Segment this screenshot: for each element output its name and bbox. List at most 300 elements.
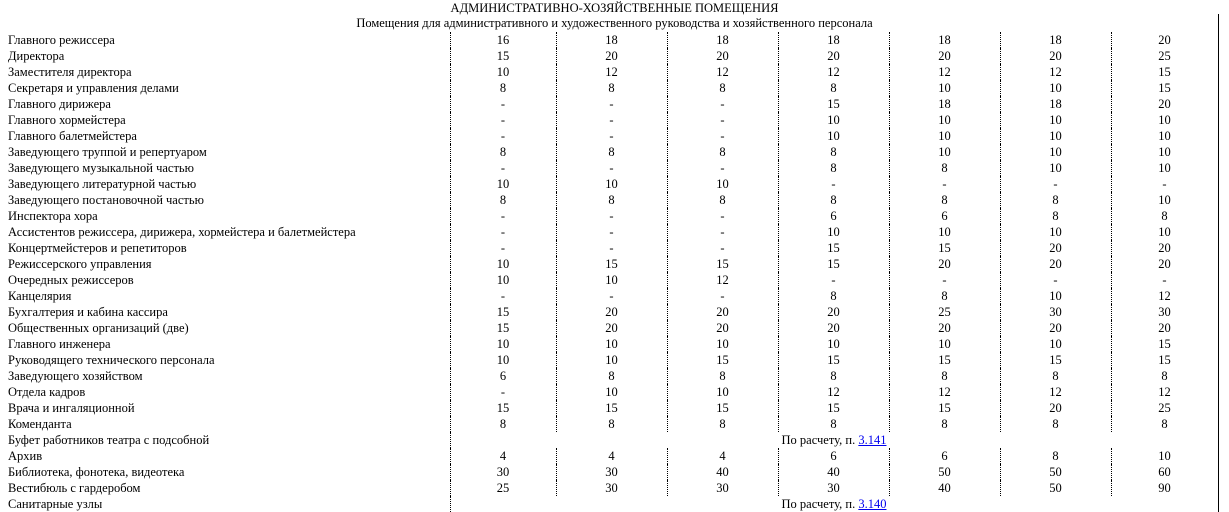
- row-value: 15: [716, 401, 729, 415]
- row-value: 20: [1049, 257, 1062, 271]
- row-value: 12: [716, 65, 729, 79]
- column-divider: [778, 96, 779, 112]
- column-divider: [1111, 400, 1112, 416]
- table-row: [0, 64, 1229, 80]
- column-divider: [450, 336, 451, 352]
- column-divider: [667, 480, 668, 496]
- table-row: [0, 240, 1229, 256]
- row-value: 8: [830, 161, 837, 175]
- column-divider: [778, 320, 779, 336]
- row-value: 8: [499, 193, 507, 207]
- row-value: 12: [827, 65, 840, 79]
- column-divider: [556, 32, 557, 48]
- column-divider: [667, 384, 668, 400]
- column-divider: [889, 224, 890, 240]
- column-divider: [1111, 64, 1112, 80]
- column-divider: [1111, 304, 1112, 320]
- column-divider: [556, 352, 557, 368]
- note-text: По расчету, п.: [781, 433, 859, 447]
- column-divider: [556, 64, 557, 80]
- column-divider: [778, 352, 779, 368]
- column-divider: [450, 192, 451, 208]
- row-value: 8: [719, 81, 726, 95]
- row-value: 10: [605, 353, 618, 367]
- column-divider: [1111, 112, 1112, 128]
- row-value: 6: [941, 449, 948, 463]
- row-value: 30: [827, 481, 840, 495]
- column-divider: [889, 128, 890, 144]
- column-divider: [667, 32, 668, 48]
- row-value: 10: [496, 273, 510, 287]
- row-label: Главного хормейстера: [8, 113, 126, 127]
- row-value: 4: [719, 449, 726, 463]
- column-divider: [889, 272, 890, 288]
- row-value: 8: [1052, 193, 1059, 207]
- row-label: Бухгалтерия и кабина кассира: [8, 305, 168, 319]
- row-value: -: [609, 129, 614, 143]
- row-value: 8: [1161, 417, 1168, 431]
- row-value: 40: [827, 465, 840, 479]
- row-value: 20: [827, 49, 840, 63]
- row-value: -: [1162, 273, 1167, 287]
- row-value: 20: [605, 49, 618, 63]
- row-value: 10: [1158, 449, 1171, 463]
- column-divider: [889, 48, 890, 64]
- row-label: Инспектора хора: [8, 209, 98, 223]
- row-value: 20: [938, 257, 951, 271]
- row-value: 40: [938, 481, 951, 495]
- column-divider: [1000, 80, 1001, 96]
- column-divider: [1111, 160, 1112, 176]
- column-divider: [778, 32, 779, 48]
- row-value: 15: [496, 49, 510, 63]
- row-value: 10: [716, 385, 729, 399]
- merged-note-cell: [450, 432, 1218, 448]
- row-value: 8: [941, 161, 948, 175]
- column-divider: [667, 208, 668, 224]
- column-divider: [889, 144, 890, 160]
- row-value: -: [720, 289, 725, 303]
- column-divider: [889, 160, 890, 176]
- row-value: 8: [719, 193, 726, 207]
- column-divider: [1000, 64, 1001, 80]
- row-value: 15: [1158, 65, 1171, 79]
- row-value: 6: [830, 449, 837, 463]
- column-divider: [778, 416, 779, 432]
- row-label: Врача и ингаляционной: [8, 401, 135, 415]
- row-value: 15: [1158, 337, 1171, 351]
- column-divider: [1000, 352, 1001, 368]
- row-label: Ассистентов режиссера, дирижера, хормейстера и балетмейстера: [8, 225, 356, 239]
- row-value: 8: [719, 145, 726, 159]
- row-value: 25: [496, 481, 510, 495]
- row-value: -: [831, 177, 836, 191]
- row-value: -: [609, 161, 614, 175]
- row-value: 20: [827, 305, 840, 319]
- column-divider: [556, 368, 557, 384]
- column-divider: [1111, 288, 1112, 304]
- row-value: 20: [1049, 241, 1062, 255]
- row-value: 20: [605, 321, 618, 335]
- column-divider: [1111, 176, 1112, 192]
- row-value: 20: [1158, 97, 1171, 111]
- row-value: 15: [938, 401, 951, 415]
- row-value: -: [500, 129, 506, 143]
- column-divider: [667, 400, 668, 416]
- column-divider: [889, 400, 890, 416]
- column-divider: [450, 464, 451, 480]
- row-value: 10: [1049, 289, 1062, 303]
- column-divider: [1000, 160, 1001, 176]
- column-divider: [1000, 304, 1001, 320]
- row-value: 8: [830, 289, 837, 303]
- row-value: 8: [830, 145, 837, 159]
- column-divider: [889, 416, 890, 432]
- column-divider: [556, 480, 557, 496]
- row-value: 50: [1049, 465, 1062, 479]
- column-divider: [450, 208, 451, 224]
- column-divider: [667, 448, 668, 464]
- column-divider: [889, 320, 890, 336]
- row-value: -: [500, 385, 506, 399]
- column-divider: [889, 176, 890, 192]
- column-divider: [1111, 96, 1112, 112]
- table-subtitle: Помещения для административного и художественного руководства и хозяйственного персонала: [356, 16, 873, 30]
- column-divider: [450, 352, 451, 368]
- row-label: Общественных организаций (две): [8, 321, 189, 335]
- row-value: 18: [827, 33, 840, 47]
- table-row: [0, 144, 1229, 160]
- column-divider: [1000, 464, 1001, 480]
- column-divider: [778, 464, 779, 480]
- row-value: 12: [1158, 385, 1171, 399]
- clause-link[interactable]: 3.140: [858, 497, 887, 511]
- row-value: 10: [1158, 193, 1171, 207]
- row-value: -: [500, 241, 506, 255]
- row-value: 10: [1049, 161, 1062, 175]
- row-value: 8: [941, 193, 948, 207]
- row-value: 10: [1049, 225, 1062, 239]
- column-divider: [889, 384, 890, 400]
- row-value: 30: [605, 481, 618, 495]
- column-divider: [778, 144, 779, 160]
- column-divider: [450, 160, 451, 176]
- row-value: 10: [938, 129, 951, 143]
- row-label: Концертмейстеров и репетиторов: [8, 241, 187, 255]
- row-value: 4: [499, 449, 507, 463]
- row-value: -: [500, 113, 506, 127]
- column-divider: [667, 128, 668, 144]
- row-value: 15: [605, 401, 618, 415]
- row-value: 8: [941, 369, 948, 383]
- row-value: 20: [716, 49, 729, 63]
- row-value: -: [720, 225, 725, 239]
- column-divider: [1111, 480, 1112, 496]
- row-value: 18: [1049, 33, 1062, 47]
- row-value: -: [720, 209, 725, 223]
- row-value: -: [942, 177, 947, 191]
- row-value: 30: [605, 465, 618, 479]
- column-divider: [667, 112, 668, 128]
- row-value: -: [1053, 177, 1058, 191]
- table-row: [0, 304, 1229, 320]
- table-row: [0, 256, 1229, 272]
- row-value: 10: [938, 225, 951, 239]
- row-value: -: [500, 97, 506, 111]
- column-divider: [667, 48, 668, 64]
- row-value: 12: [1158, 289, 1171, 303]
- column-divider: [889, 112, 890, 128]
- column-divider: [667, 96, 668, 112]
- column-divider: [667, 192, 668, 208]
- column-divider: [778, 480, 779, 496]
- row-value: 8: [941, 289, 948, 303]
- table-title: АДМИНИСТРАТИВНО-ХОЗЯЙСТВЕННЫЕ ПОМЕЩЕНИЯ: [450, 1, 779, 15]
- row-label: Заведующего труппой и репертуаром: [8, 145, 207, 159]
- row-value: -: [609, 225, 614, 239]
- row-value: 15: [827, 401, 840, 415]
- row-value: 10: [1049, 129, 1062, 143]
- column-divider: [889, 288, 890, 304]
- column-divider: [889, 464, 890, 480]
- row-value: 10: [605, 273, 618, 287]
- row-label: Главного дирижера: [8, 97, 111, 111]
- column-divider: [778, 176, 779, 192]
- row-value: 16: [496, 33, 510, 47]
- column-divider: [1111, 256, 1112, 272]
- column-divider: [1000, 144, 1001, 160]
- row-value: -: [500, 289, 506, 303]
- row-value: 8: [719, 417, 726, 431]
- row-value: 10: [605, 337, 618, 351]
- column-divider: [1000, 256, 1001, 272]
- row-value: 8: [1052, 449, 1059, 463]
- column-divider: [450, 448, 451, 464]
- column-divider: [667, 176, 668, 192]
- column-divider: [778, 128, 779, 144]
- row-value: -: [720, 129, 725, 143]
- row-value: 10: [1049, 337, 1062, 351]
- row-value: 6: [941, 209, 948, 223]
- column-divider: [450, 256, 451, 272]
- table-row: [0, 224, 1229, 240]
- column-divider: [889, 256, 890, 272]
- table-row: [0, 352, 1229, 368]
- table-row: [0, 448, 1229, 464]
- row-value: 10: [938, 337, 951, 351]
- column-divider: [1000, 320, 1001, 336]
- column-divider: [450, 176, 451, 192]
- row-value: -: [609, 209, 614, 223]
- row-value: 8: [830, 81, 837, 95]
- row-value: 10: [1158, 113, 1171, 127]
- column-divider: [556, 448, 557, 464]
- column-divider: [556, 96, 557, 112]
- table-row: [0, 368, 1229, 384]
- column-divider: [450, 32, 451, 48]
- row-label: Руководящего технического персонала: [8, 353, 215, 367]
- column-divider: [556, 256, 557, 272]
- column-divider: [556, 80, 557, 96]
- column-divider: [556, 128, 557, 144]
- row-value: 15: [1049, 353, 1062, 367]
- column-divider: [556, 48, 557, 64]
- row-value: 10: [1158, 161, 1171, 175]
- row-value: 12: [938, 385, 951, 399]
- table-row: [0, 272, 1229, 288]
- column-divider: [1000, 48, 1001, 64]
- column-divider: [450, 400, 451, 416]
- row-value: -: [500, 225, 506, 239]
- row-value: 10: [938, 113, 951, 127]
- row-value: 15: [496, 401, 510, 415]
- row-label: Очередных режиссеров: [8, 273, 134, 287]
- column-divider: [1000, 400, 1001, 416]
- row-value: 8: [719, 369, 726, 383]
- column-divider: [778, 384, 779, 400]
- row-value: 20: [716, 305, 729, 319]
- table-row: [0, 80, 1229, 96]
- column-divider: [889, 240, 890, 256]
- row-value: 10: [1158, 129, 1171, 143]
- note-text: По расчету, п.: [781, 497, 859, 511]
- row-value: 25: [1158, 49, 1171, 63]
- column-divider: [667, 224, 668, 240]
- row-value: 15: [938, 353, 951, 367]
- column-divider: [450, 480, 451, 496]
- row-value: 30: [716, 481, 729, 495]
- column-divider: [778, 304, 779, 320]
- row-value: -: [500, 209, 506, 223]
- column-divider: [778, 64, 779, 80]
- row-value: 10: [1158, 145, 1171, 159]
- column-divider: [1000, 272, 1001, 288]
- column-divider: [1000, 240, 1001, 256]
- column-divider: [1111, 320, 1112, 336]
- row-value: -: [831, 273, 836, 287]
- row-value: 10: [1049, 113, 1062, 127]
- column-divider: [889, 352, 890, 368]
- column-divider: [556, 208, 557, 224]
- column-divider: [667, 144, 668, 160]
- row-value: -: [609, 113, 614, 127]
- row-value: 6: [830, 209, 837, 223]
- row-value: 15: [716, 257, 729, 271]
- row-value: 8: [941, 417, 948, 431]
- column-divider: [556, 224, 557, 240]
- row-value: 8: [608, 145, 615, 159]
- column-divider: [1111, 80, 1112, 96]
- row-label: Главного балетмейстера: [8, 129, 137, 143]
- column-divider: [1000, 384, 1001, 400]
- row-label: Архив: [8, 449, 43, 463]
- row-label: Главного инженера: [8, 337, 111, 351]
- row-value: 15: [1158, 353, 1171, 367]
- row-value: 12: [716, 273, 729, 287]
- row-value: 10: [827, 113, 840, 127]
- row-value: 20: [938, 321, 951, 335]
- row-value: -: [1053, 273, 1058, 287]
- column-divider: [1111, 352, 1112, 368]
- column-divider: [1111, 416, 1112, 432]
- column-divider: [889, 32, 890, 48]
- column-divider: [889, 368, 890, 384]
- column-divider: [556, 416, 557, 432]
- row-value: 10: [605, 177, 618, 191]
- column-divider: [556, 112, 557, 128]
- row-value: 8: [1161, 209, 1168, 223]
- column-divider: [450, 80, 451, 96]
- table-row: [0, 32, 1229, 48]
- column-divider: [778, 256, 779, 272]
- column-divider: [450, 96, 451, 112]
- row-value: 10: [938, 145, 951, 159]
- row-value: 10: [827, 129, 840, 143]
- column-divider: [1111, 464, 1112, 480]
- row-value: 12: [605, 65, 618, 79]
- row-value: 10: [716, 177, 729, 191]
- row-value: 10: [1049, 145, 1062, 159]
- row-label: Коменданта: [8, 417, 72, 431]
- row-value: 10: [496, 65, 510, 79]
- row-label: Канцелярия: [8, 289, 72, 303]
- column-divider: [778, 112, 779, 128]
- table-row: [0, 416, 1229, 432]
- row-value: -: [720, 113, 725, 127]
- row-value: 10: [496, 257, 510, 271]
- row-value: 15: [605, 257, 618, 271]
- row-value: 8: [1052, 369, 1059, 383]
- column-divider: [667, 368, 668, 384]
- table-row: [0, 160, 1229, 176]
- column-divider: [1000, 96, 1001, 112]
- column-divider: [1111, 448, 1112, 464]
- row-value: 10: [938, 81, 951, 95]
- row-value: 12: [1049, 65, 1062, 79]
- row-value: 10: [1049, 81, 1062, 95]
- column-divider: [778, 192, 779, 208]
- clause-link[interactable]: 3.141: [858, 433, 887, 447]
- column-divider: [667, 80, 668, 96]
- row-value: -: [500, 161, 506, 175]
- row-value: -: [609, 241, 614, 255]
- table-row: [0, 320, 1229, 336]
- row-value: 8: [830, 369, 837, 383]
- column-divider: [450, 288, 451, 304]
- row-value: -: [942, 273, 947, 287]
- column-divider: [450, 112, 451, 128]
- row-value: 90: [1158, 481, 1171, 495]
- table-row: [0, 192, 1229, 208]
- column-divider: [556, 240, 557, 256]
- table-row: [0, 336, 1229, 352]
- column-divider: [1000, 448, 1001, 464]
- column-divider: [1111, 384, 1112, 400]
- row-value: 8: [608, 193, 615, 207]
- row-label: Заведующего музыкальной частью: [8, 161, 194, 175]
- row-label: Санитарные узлы: [8, 497, 103, 511]
- column-divider: [450, 320, 451, 336]
- column-divider: [778, 448, 779, 464]
- column-divider: [556, 320, 557, 336]
- row-value: -: [720, 241, 725, 255]
- table-row: [0, 288, 1229, 304]
- row-value: 8: [499, 417, 507, 431]
- row-value: 10: [496, 337, 510, 351]
- column-divider: [450, 64, 451, 80]
- row-value: 15: [496, 321, 510, 335]
- row-value: 20: [1158, 33, 1171, 47]
